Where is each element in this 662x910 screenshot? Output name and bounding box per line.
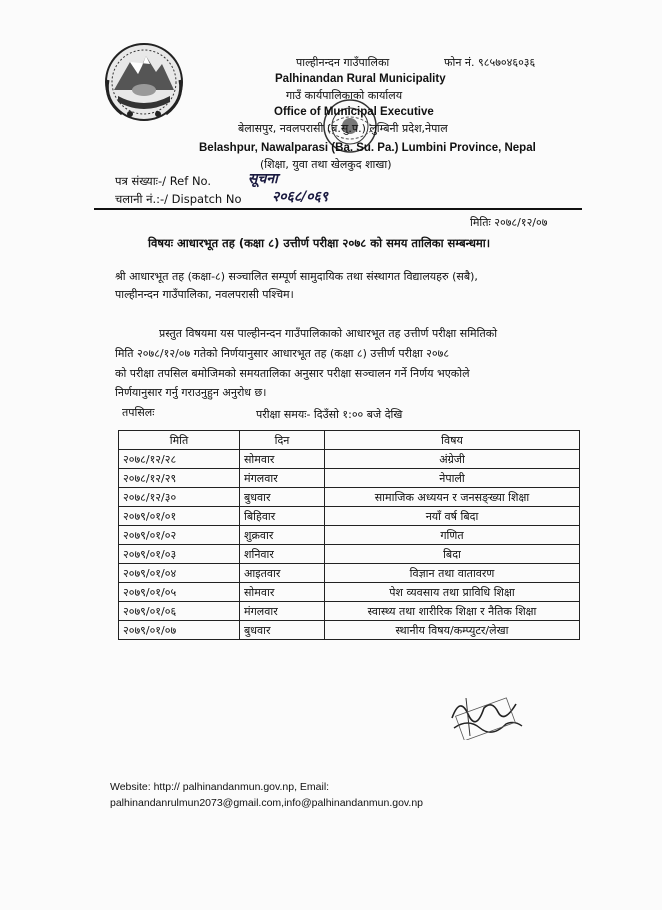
dispatch-label: चलानी नं.:-/ Dispatch No <box>115 192 242 206</box>
cell-date: २०७९/०१/०१ <box>119 507 240 526</box>
exam-time: परीक्षा समयः- दिउँसो १:०० बजे देखि <box>256 408 403 421</box>
body-line-4: निर्णयानुसार गर्नु गराउनुहुन अनुरोध छ। <box>115 386 267 399</box>
body-line-1: प्रस्तुत विषयमा यस पाल्हीनन्दन गाउँपालिकाको आधारभूत तह उत्तीर्ण परीक्षा समितिको <box>159 327 498 340</box>
ref-value-handwritten: सूचना <box>248 171 278 187</box>
nepal-emblem-logo <box>100 40 188 124</box>
signature-stamp <box>446 688 526 740</box>
cell-day: शुक्रवार <box>240 526 325 545</box>
letter-subject: विषयः आधारभूत तह (कक्षा ८) उत्तीर्ण परीक्षा २०७८ को समय तालिका सम्बन्धमा। <box>148 236 491 250</box>
footer-email-link[interactable]: palhinandanrulmun2073@gmail.com,info@palhinandanmun.gov.np <box>110 797 423 809</box>
cell-date: २०७९/०१/०५ <box>119 583 240 602</box>
header-date: मिति <box>119 431 240 450</box>
cell-subject: गणित <box>325 526 580 545</box>
table-row <box>119 507 580 526</box>
cell-subject: स्थानीय विषय/कम्प्युटर/लेखा <box>325 621 580 640</box>
header-subject: विषय <box>325 431 580 450</box>
cell-subject: अंग्रेजी <box>325 450 580 469</box>
municipality-name-english: Palhinandan Rural Municipality <box>275 73 446 85</box>
table-row <box>119 583 580 602</box>
cell-date: २०७९/०१/०६ <box>119 602 240 621</box>
cell-day: आइतवार <box>240 564 325 583</box>
cell-date: २०७८/१२/३० <box>119 488 240 507</box>
cell-day: बिहिवार <box>240 507 325 526</box>
cell-day: बुधवार <box>240 621 325 640</box>
header-divider <box>94 208 582 210</box>
cell-date: २०७८/१२/२८ <box>119 450 240 469</box>
cell-day: सोमवार <box>240 583 325 602</box>
address-english: Belashpur, Nawalparasi (Ba. Su. Pa.) Lumbini Province, Nepal <box>199 142 536 154</box>
office-name-nepali: गाउँ कार्यपालिकाको कार्यालय <box>286 89 403 102</box>
municipality-name-nepali: पाल्हीनन्दन गाउँपालिका <box>296 56 390 69</box>
body-line-2: मिति २०७८/१२/०७ गतेको निर्णयानुसार आधारभूत तह (कक्षा ८) उत्तीर्ण परीक्षा २०७८ <box>115 347 450 360</box>
cell-subject: सामाजिक अध्ययन र जनसङ्ख्या शिक्षा <box>325 488 580 507</box>
cell-day: बुधवार <box>240 488 325 507</box>
cell-subject: विज्ञान तथा वातावरण <box>325 564 580 583</box>
cell-date: २०७८/१२/२९ <box>119 469 240 488</box>
addressee-line-2: पाल्हीनन्दन गाउँपालिका, नवलपरासी पश्चिम। <box>115 288 294 301</box>
table-row <box>119 450 580 469</box>
cell-subject: बिदा <box>325 545 580 564</box>
footer-website: Website: http:// palhinandanmun.gov.np, Email: <box>110 781 330 793</box>
phone-number: फोन नं. ९८५७०४६०३६ <box>444 56 536 69</box>
ref-label: पत्र संख्याः-/ Ref No. <box>115 174 212 188</box>
table-row <box>119 488 580 507</box>
table-row <box>119 545 580 564</box>
cell-date: २०७९/०१/०२ <box>119 526 240 545</box>
letter-date: मितिः २०७८/१२/०७ <box>470 216 548 229</box>
exam-schedule-table <box>118 430 580 640</box>
cell-date: २०७९/०१/०३ <box>119 545 240 564</box>
body-line-3: को परीक्षा तपसिल बमोजिमको समयतालिका अनुसार परीक्षा सञ्चालन गर्ने निर्णय भएकोले <box>115 367 470 380</box>
table-row <box>119 621 580 640</box>
cell-subject: नयाँ वर्ष बिदा <box>325 507 580 526</box>
cell-subject: पेश व्यवसाय तथा प्राविधि शिक्षा <box>325 583 580 602</box>
cell-day: मंगलवार <box>240 469 325 488</box>
cell-day: मंगलवार <box>240 602 325 621</box>
table-row <box>119 564 580 583</box>
cell-date: २०७९/०१/०७ <box>119 621 240 640</box>
table-header-row <box>119 431 580 450</box>
addressee-line-1: श्री आधारभूत तह (कक्षा-८) सञ्चालित सम्पूर्ण सामुदायिक तथा संस्थागत विद्यालयहरु (सबै), <box>115 270 478 283</box>
cell-date: २०७९/०१/०४ <box>119 564 240 583</box>
header-day: दिन <box>240 431 325 450</box>
schedule-label: तपसिलः <box>122 406 155 419</box>
dispatch-value-handwritten: २०६८/०६९ <box>272 189 329 205</box>
cell-subject: स्वास्थ्य तथा शारीरिक शिक्षा र नैतिक शिक्षा <box>325 602 580 621</box>
cell-day: शनिवार <box>240 545 325 564</box>
branch-name: (शिक्षा, युवा तथा खेलकुद शाखा) <box>260 158 392 171</box>
table-row <box>119 526 580 545</box>
address-nepali: बेलासपुर, नवलपरासी (ब.सु.प.) लुम्बिनी प्रदेश,नेपाल <box>238 122 448 135</box>
cell-day: सोमवार <box>240 450 325 469</box>
table-row <box>119 602 580 621</box>
office-name-english: Office of Municipal Executive <box>274 106 434 118</box>
cell-subject: नेपाली <box>325 469 580 488</box>
table-row <box>119 469 580 488</box>
